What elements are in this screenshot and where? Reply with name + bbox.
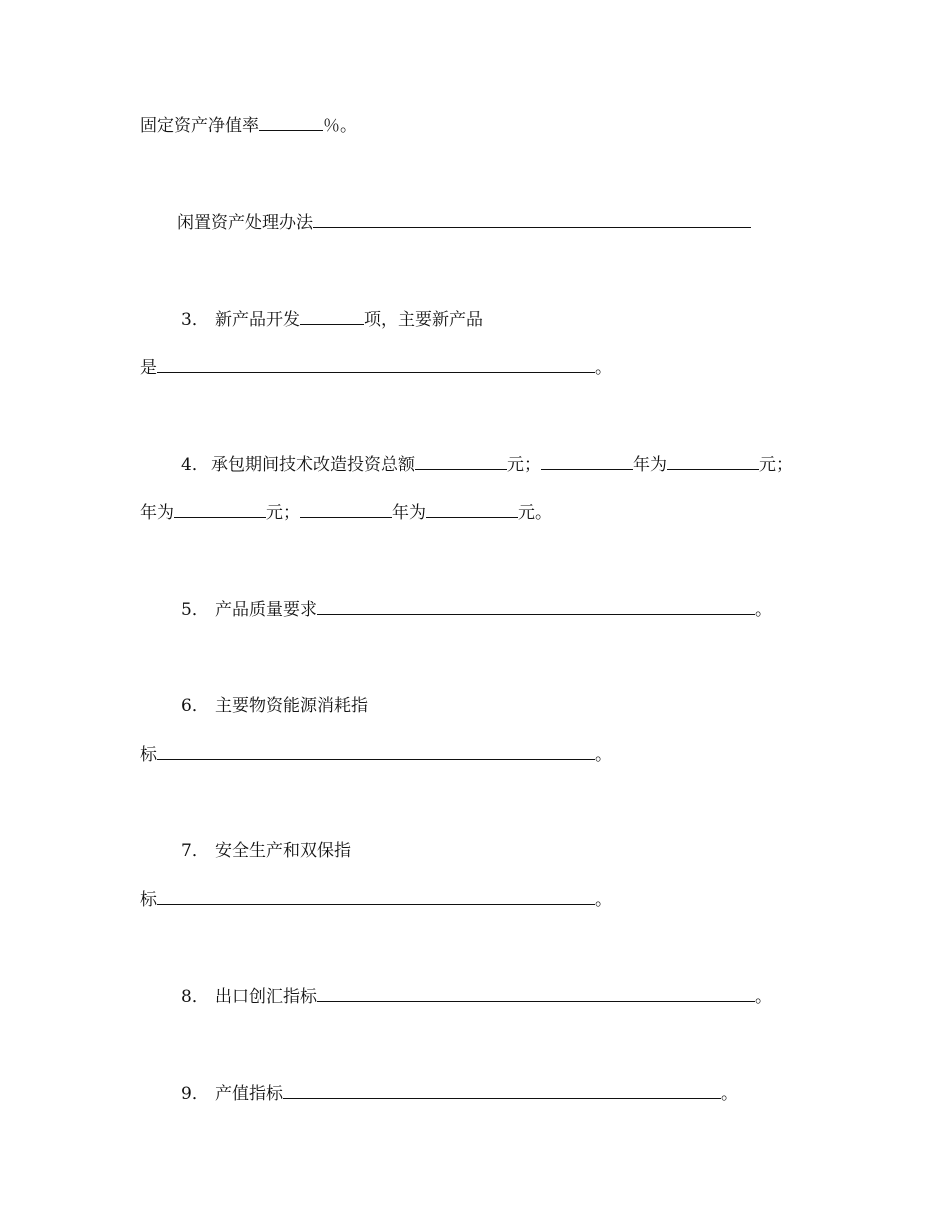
item3-product-blank[interactable] [157, 356, 595, 373]
item9-blank[interactable] [283, 1082, 721, 1099]
item3-line2-suffix: 。 [595, 358, 612, 378]
item4-line [181, 453, 793, 476]
item3-text-b: 项，主要新产品 [364, 310, 483, 330]
item4-line2-start: 年为 [140, 503, 174, 523]
idle-asset-line [177, 211, 751, 234]
idle-asset-label: 闲置资产处理办法 [177, 213, 313, 233]
item7-number: 7． [181, 841, 209, 861]
fixed-asset-rate-line [140, 114, 357, 137]
item6-blank[interactable] [157, 743, 595, 760]
item8-text: 出口创汇指标 [215, 987, 317, 1007]
item9-suffix: 。 [721, 1084, 738, 1104]
item7-line2 [140, 888, 612, 911]
fixed-asset-rate-blank[interactable] [259, 114, 323, 131]
item4-number: 4． [181, 455, 209, 475]
item3-count-blank[interactable] [300, 308, 364, 325]
item6-line2-suffix: 。 [595, 745, 612, 765]
item7-text: 安全生产和双保指 [215, 841, 351, 861]
item6-line2-label: 标 [140, 745, 157, 765]
fixed-asset-rate-suffix: ％。 [323, 116, 357, 136]
item3-line2-label: 是 [140, 358, 157, 378]
item4-total-blank[interactable] [415, 453, 507, 470]
item8-number: 8． [181, 987, 209, 1007]
item9-text: 产值指标 [215, 1084, 283, 1104]
item4-year-for-1: 年为 [633, 455, 667, 475]
item4-yuan-3: 元； [266, 503, 300, 523]
item8-suffix: 。 [755, 987, 772, 1007]
item5-suffix: 。 [755, 600, 772, 620]
item9-number: 9． [181, 1084, 209, 1104]
item5-blank[interactable] [317, 598, 755, 615]
item8-blank[interactable] [317, 985, 755, 1002]
item4-line2 [140, 501, 552, 524]
idle-asset-blank[interactable] [313, 211, 751, 228]
fixed-asset-rate-label: 固定资产净值率 [140, 116, 259, 136]
item7-line2-label: 标 [140, 890, 157, 910]
item3-text-a: 新产品开发 [215, 310, 300, 330]
item3-line2 [140, 356, 612, 379]
item4-text-a: 承包期间技术改造投资总额 [211, 455, 415, 475]
item3-number: 3． [181, 310, 209, 330]
item4-yuan-1: 元； [507, 455, 541, 475]
item4-year-blank-2[interactable] [300, 501, 392, 518]
item8-line [181, 985, 772, 1008]
item3-line [181, 308, 483, 331]
item4-year-blank-1[interactable] [541, 453, 633, 470]
item9-line [181, 1082, 738, 1105]
item5-text: 产品质量要求 [215, 600, 317, 620]
item6-line [181, 695, 368, 717]
item4-amount-blank-2[interactable] [174, 501, 266, 518]
item5-number: 5． [181, 600, 209, 620]
item7-blank[interactable] [157, 888, 595, 905]
item6-line2 [140, 743, 612, 766]
item4-amount-blank-3[interactable] [426, 501, 518, 518]
item4-year-for-2: 年为 [392, 503, 426, 523]
item4-yuan-end: 元。 [518, 503, 552, 523]
item7-line [181, 840, 351, 862]
item4-yuan-2: 元； [759, 455, 793, 475]
item6-number: 6． [181, 696, 209, 716]
item5-line [181, 598, 772, 621]
item6-text: 主要物资能源消耗指 [215, 696, 368, 716]
item7-line2-suffix: 。 [595, 890, 612, 910]
item4-amount-blank-1[interactable] [667, 453, 759, 470]
